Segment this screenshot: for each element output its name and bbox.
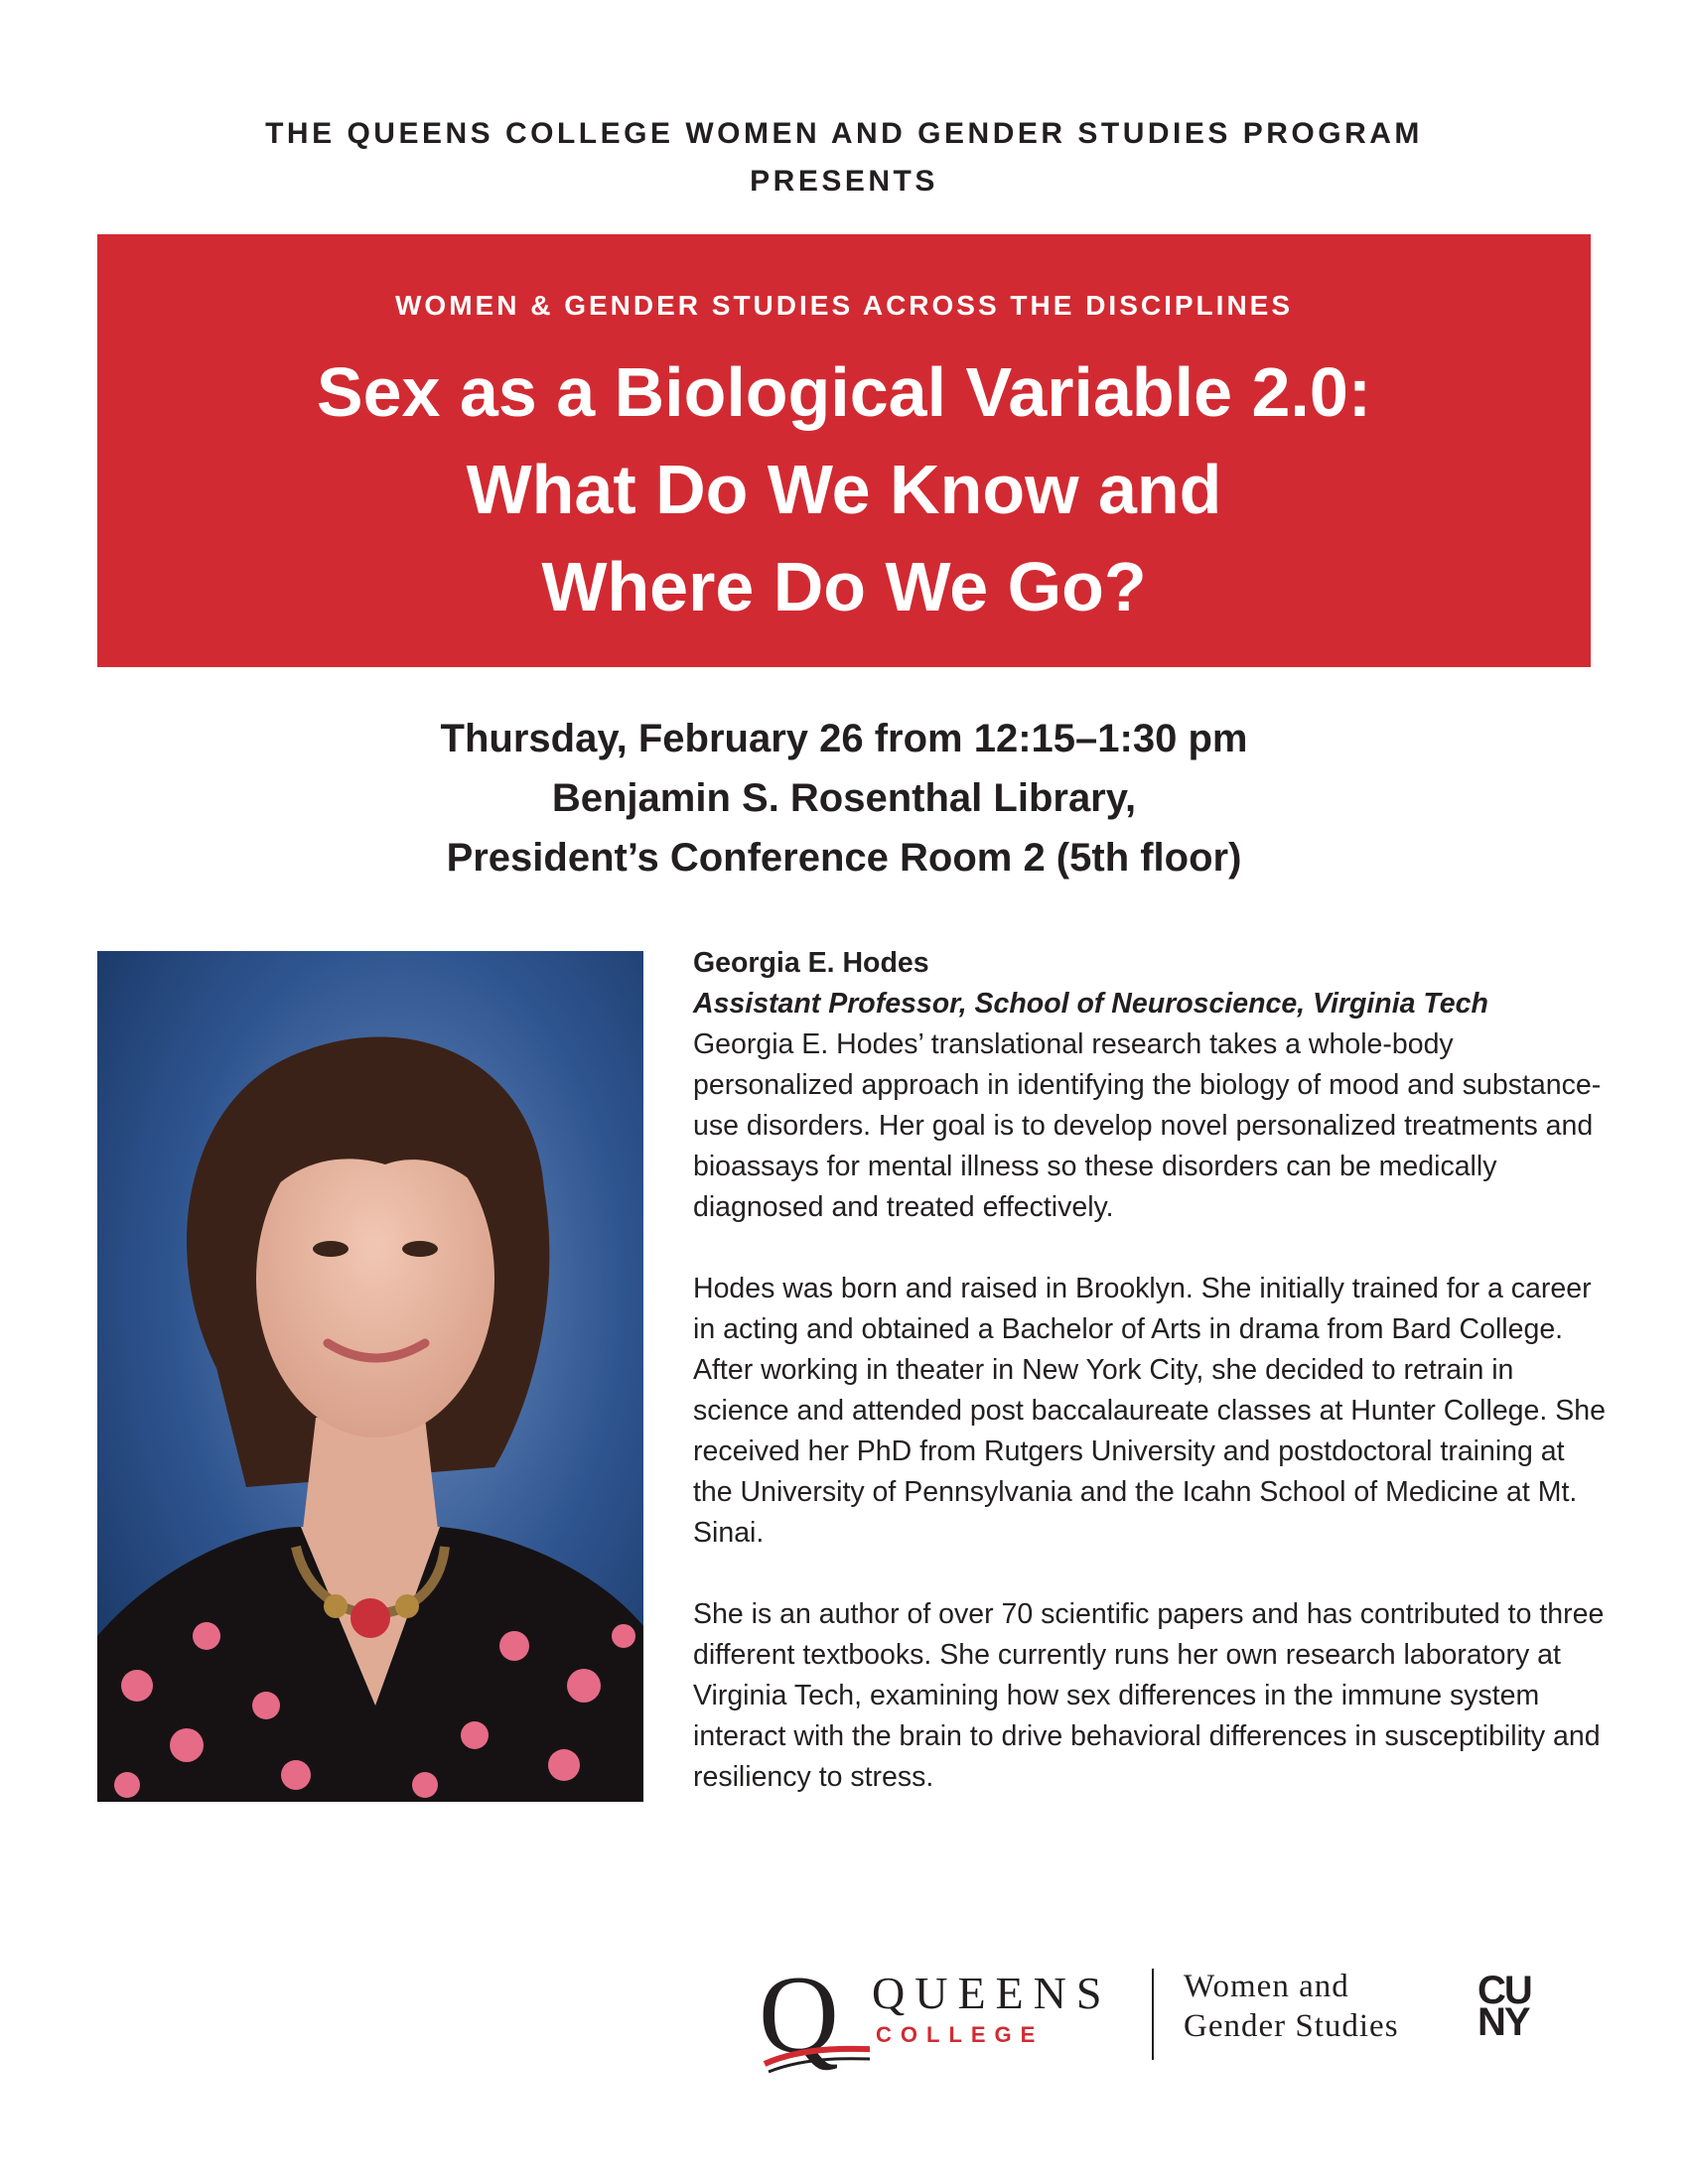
event-location-line-2: President’s Conference Room 2 (5th floor) [446, 836, 1242, 880]
footer-logos [755, 1961, 1569, 2080]
cuny-logo [1477, 1969, 1531, 2044]
college-wordmark: COLLEGE [876, 2022, 1045, 2047]
wgs-wordmark [1184, 1967, 1399, 2046]
event-location-line-1: Benjamin S. Rosenthal Library, [551, 776, 1137, 820]
queens-wordmark: QUEENS [872, 1968, 1112, 2018]
presents-line: PRESENTS [750, 165, 938, 198]
speaker-title: Assistant Professor, School of Neuroscience, Virginia Tech [693, 988, 1488, 1020]
speaker-name: Georgia E. Hodes [693, 947, 929, 979]
title-banner [97, 234, 1591, 667]
title-line-1: Sex as a Biological Variable 2.0: [316, 353, 1372, 431]
presenter-line: THE QUEENS COLLEGE WOMEN AND GENDER STUDIES PROGRAM [265, 117, 1423, 150]
cuny-logo-line-1: CU [1477, 1969, 1531, 2012]
title-line-3: Where Do We Go? [541, 548, 1147, 625]
wgs-line-1: Women and [1184, 1969, 1349, 2004]
speaker-bio [693, 943, 1607, 1839]
queens-college-q-letter: Q [759, 1961, 839, 2077]
footer-divider [1152, 1969, 1154, 2060]
queens-college-logo-mark [755, 1961, 870, 2085]
cuny-logo-line-2: NY [1477, 2000, 1529, 2044]
event-title [97, 343, 1591, 635]
bio-paragraph-1: Georgia E. Hodes’ translational research takes a whole-body personalized approach in identifying the biology of mood and substance-use disorders. Her goal is to develop novel personalized treatments and bioassays for mental illness so these disorders can be medically diagnosed and treated effectively. [693, 1028, 1602, 1223]
wgs-line-2: Gender Studies [1184, 2008, 1399, 2044]
bio-paragraph-2: Hodes was born and raised in Brooklyn. She initially trained for a career in acting and obtained a Bachelor of Arts in drama from Bard College. After working in theater in New York City, she decided to retrain in science and attended post baccalaureate classes at Hunter College. She received her PhD from Rutgers University and postdoctoral training at the University of Pennsylvania and the Icahn School of Medicine at Mt. Sinai. [693, 1273, 1606, 1549]
title-line-2: What Do We Know and [466, 451, 1222, 528]
event-datetime: Thursday, February 26 from 12:15–1:30 pm [440, 717, 1248, 760]
series-name: WOMEN & GENDER STUDIES ACROSS THE DISCIPLINES [394, 290, 1294, 321]
bio-paragraph-3: She is an author of over 70 scientific papers and has contributed to three different textbooks. She currently runs her own research laboratory at Virginia Tech, examining how sex differences in the immune system interact with the brain to drive behavioral differences in susceptibility and resiliency to stress. [693, 1598, 1605, 1793]
speaker-photo [97, 951, 643, 1802]
